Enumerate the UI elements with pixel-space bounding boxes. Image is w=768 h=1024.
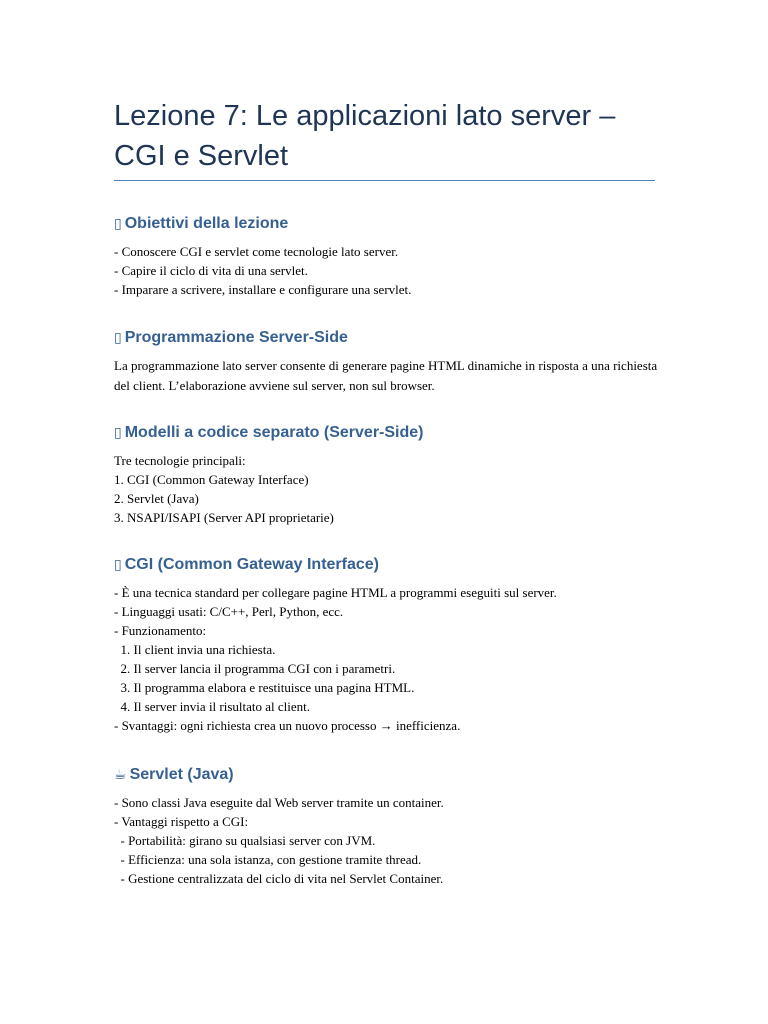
text-line: - È una tecnica standard per collegare pagine HTML a programmi eseguiti sul server. [114, 585, 557, 600]
section-heading-text: Servlet (Java) [129, 766, 234, 783]
text-line: - Sono classi Java eseguite dal Web server tramite un container. [114, 795, 444, 810]
box-glyph-icon: ▯ [114, 216, 122, 232]
section-server-side-programming [114, 326, 674, 395]
list-item: - Gestione centralizzata del ciclo di vita nel Servlet Container. [114, 871, 444, 886]
section-heading [114, 553, 674, 577]
coffee-cup-icon: ☕ [114, 767, 127, 783]
title-underline [114, 180, 655, 181]
text-line: - Funzionamento: [114, 623, 207, 638]
text-line: - Imparare a scrivere, installare e configurare una servlet. [114, 282, 412, 297]
list-item: 2. Il server lancia il programma CGI con i parametri. [114, 661, 396, 676]
section-cgi [114, 553, 674, 735]
text-line: Tre tecnologie principali: [114, 453, 246, 468]
text-line: - Capire il ciclo di vita di una servlet. [114, 263, 308, 278]
box-glyph-icon: ▯ [114, 425, 122, 441]
section-servlet [114, 763, 674, 888]
paragraph: La programmazione lato server consente di generare pagine HTML dinamiche in risposta a una richiesta del client. L’elaborazione avviene sul server, non sul browser. [114, 358, 658, 393]
section-objectives [114, 212, 674, 299]
text-line: - Conoscere CGI e servlet come tecnologie lato server. [114, 244, 399, 259]
section-heading-text: CGI (Common Gateway Interface) [124, 556, 379, 573]
box-glyph-icon: ▯ [114, 330, 122, 346]
section-heading [114, 421, 674, 445]
section-heading-text: Programmazione Server-Side [124, 329, 348, 346]
section-separate-code-models [114, 421, 674, 527]
text-line: - Vantaggi rispetto a CGI: [114, 814, 249, 829]
list-item: 2. Servlet (Java) [114, 491, 199, 506]
section-heading [114, 326, 674, 350]
section-heading [114, 212, 674, 236]
box-glyph-icon: ▯ [114, 557, 122, 573]
section-heading-text: Modelli a codice separato (Server-Side) [124, 424, 424, 441]
list-item: 3. NSAPI/ISAPI (Server API proprietarie) [114, 510, 334, 525]
page-title: Lezione 7: Le applicazioni lato server – CGI e Servlet [114, 100, 616, 172]
list-item: 1. CGI (Common Gateway Interface) [114, 472, 309, 487]
list-item: 1. Il client invia una richiesta. [114, 642, 276, 657]
list-item: - Efficienza: una sola istanza, con gestione tramite thread. [114, 852, 422, 867]
list-item: 3. Il programma elabora e restituisce una pagina HTML. [114, 680, 415, 695]
text-line: - Svantaggi: ogni richiesta crea un nuovo processo → inefficienza. [114, 718, 461, 733]
list-item: - Portabilità: girano su qualsiasi server con JVM. [114, 833, 376, 848]
section-heading [114, 763, 674, 787]
list-item: 4. Il server invia il risultato al client. [114, 699, 311, 714]
section-heading-text: Obiettivi della lezione [124, 215, 289, 232]
text-line: - Linguaggi usati: C/C++, Perl, Python, ecc. [114, 604, 344, 619]
